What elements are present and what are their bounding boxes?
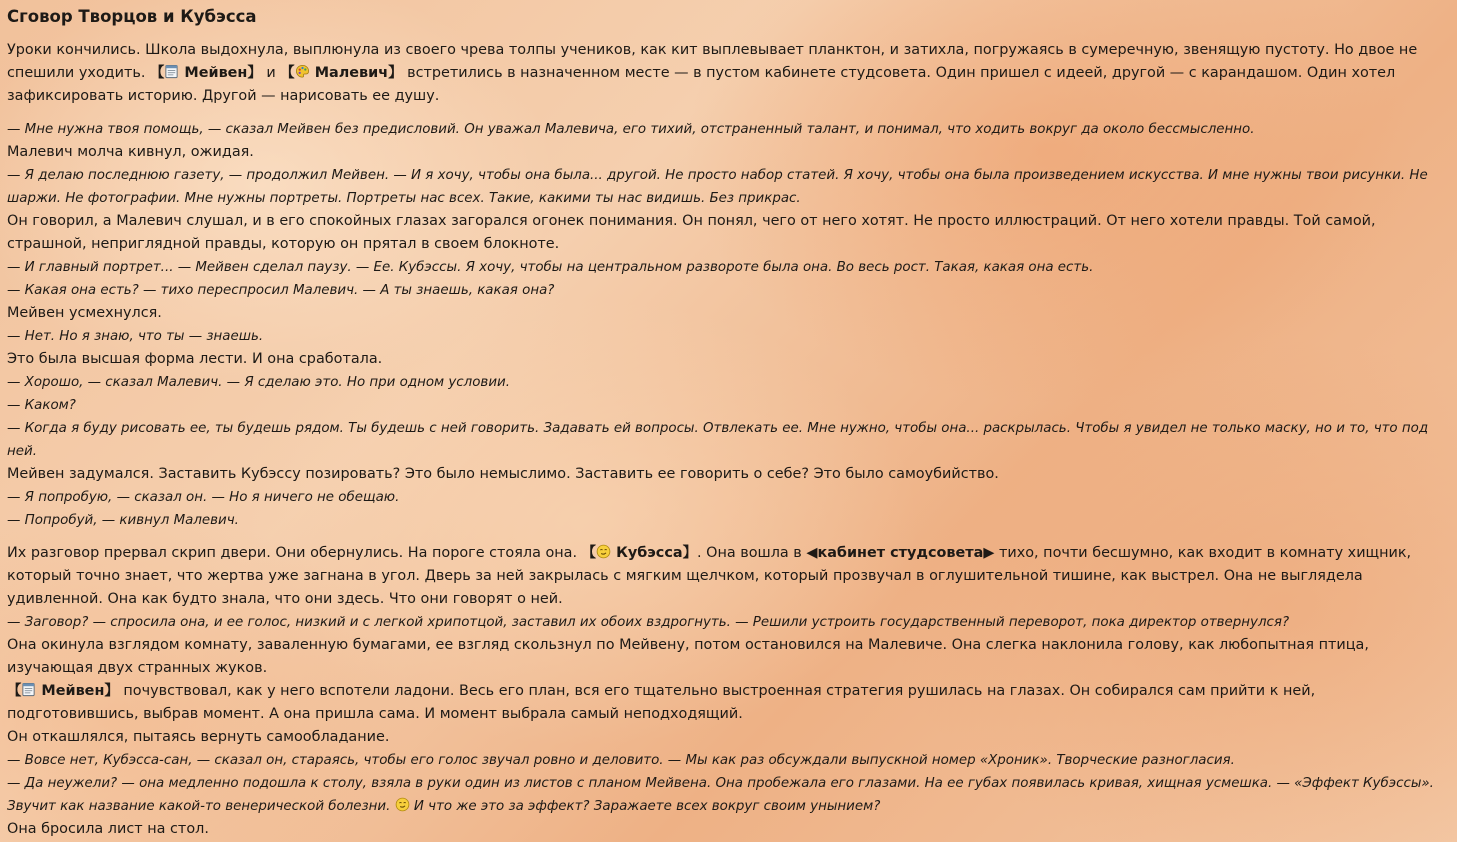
text: — Да неужели? — она медленно подошла к столу, взяла в руки один из листов с планом Мейвена. Она пробежала его глазами. На ее губах появилась кривая, хищная усмешка. — «Эффект Кубэссы». Звучит как название какой-то венерической болезни. xyxy=(7,776,1434,814)
narration-line: Это была высшая форма лести. И она сработала. xyxy=(7,351,383,367)
narration-line-last: Она бросила лист на стол. xyxy=(7,821,209,837)
palette-icon xyxy=(295,64,310,79)
narration-line: Он говорил, а Малевич слушал, и в его спокойных глазах загорался огонек понимания. Он понял, чего от него хотят. Не просто иллюстраций. От него хотели правды. Той самой, страшной, неприглядной правды, которую он прятал в своем блокноте. xyxy=(7,213,1376,252)
text: и xyxy=(261,65,281,81)
text: Уроки кончились. Школа выдохнула, выплюнула из своего чрева толпы учеников, как кит выплевывает планктон, и затихла, погружаясь в сумеречную, звенящую пустоту. Но двое не спешили уходить. xyxy=(7,42,1418,81)
character-tag-meiven[interactable]: 【 Мейвен】 xyxy=(7,683,119,699)
dialogue-line: — Попробуй, — кивнул Малевич. xyxy=(7,513,239,528)
narration-line: Мейвен задумался. Заставить Кубэссу позировать? Это было немыслимо. Заставить ее говорить о себе? Это было самоубийство. xyxy=(7,466,999,482)
paragraph-arrival xyxy=(7,542,1450,611)
dialogue-line: — И главный портрет... — Мейвен сделал паузу. — Ее. Кубэссы. Я хочу, чтобы на центральном развороте была она. Во весь рост. Такая, какая она есть. xyxy=(7,260,1094,275)
paragraph-intro xyxy=(7,39,1450,108)
dialogue-line: — Заговор? — спросила она, и ее голос, низкий и с легкой хрипотцой, заставил их обоих вздрогнуть. — Решили устроить государственный переворот, пока директор отвернулся? xyxy=(7,615,1290,630)
text: почувствовал, как у него вспотели ладони. Весь его план, вся его тщательно выстроенная стратегия рушилась на глазах. Он собирался сам прийти к ней, подготовившись, выбрав момент. А она пришла сама. И момент выбрала самый неподходящий. xyxy=(7,683,1316,722)
dialogue-line: — Хорошо, — сказал Малевич. — Я сделаю это. Но при одном условии. xyxy=(7,375,510,390)
dialogue-block-1 xyxy=(7,118,1450,532)
dialogue-line: — Какая она есть? — тихо переспросил Малевич. — А ты знаешь, какая она? xyxy=(7,283,555,298)
narration-line: Он откашлялся, пытаясь вернуть самообладание. xyxy=(7,729,390,745)
spacer xyxy=(7,532,1450,542)
character-tag-kubessa[interactable]: 【 Кубэсса】 xyxy=(581,545,697,561)
character-tag-malevich[interactable]: 【 Малевич】 xyxy=(280,65,403,81)
dialogue-line: — Я делаю последнюю газету, — продолжил Мейвен. — И я хочу, чтобы она была... другой. Не просто набор статей. Я хочу, чтобы она была произведением искусства. И мне нужны твои рисунки. Не шаржи. Не фотографии. Мне нужны портреты. Портреты нас всех. Такие, какими ты нас видишь. Без прикрас. xyxy=(7,168,1428,206)
narration-line: Она окинула взглядом комнату, заваленную бумагами, ее взгляд скользнул по Мейвену, потом остановился на Малевиче. Она слегка наклонила голову, как любопытная птица, изучающая двух странных жуков. xyxy=(7,637,1369,676)
text: И что же это за эффект? Заражаете всех вокруг своим унынием? xyxy=(409,799,881,814)
dialogue-line: — Каком? xyxy=(7,398,76,413)
dialogue-line: — Когда я буду рисовать ее, ты будешь рядом. Ты будешь с ней говорить. Задавать ей вопросы. Отвлекать ее. Мне нужно, чтобы она... раскрылась. Чтобы я увидел не только маску, но и то, что под ней. xyxy=(7,421,1429,459)
dialogue-line: — Я попробую, — сказал он. — Но я ничего не обещаю. xyxy=(7,490,400,505)
dialogue-block-2 xyxy=(7,611,1450,680)
dialogue-line-kubessa xyxy=(7,772,1450,818)
spacer xyxy=(7,108,1450,118)
narration-line: Мейвен усмехнулся. xyxy=(7,305,162,321)
text: встретились в назначенном месте — в пустом кабинете студсовета. Один пришел с идеей, другой — с карандашом. Один хотел зафиксировать историю. Другой — нарисовать ее душу. xyxy=(7,65,1396,104)
dialogue-line: — Нет. Но я знаю, что ты — знаешь. xyxy=(7,329,264,344)
dialogue-line: — Мне нужна твоя помощь, — сказал Мейвен без предисловий. Он уважал Малевича, его тихий, отстраненный талант, и понимал, что ходить вокруг да около бессмысленно. xyxy=(7,122,1255,137)
smirk-face-icon xyxy=(395,797,410,812)
paragraph-meiven xyxy=(7,680,1450,726)
character-tag-meiven[interactable]: 【 Мейвен】 xyxy=(149,65,262,81)
text: тихо, почти бесшумно, как входит в комнату хищник, который точно знает, что жертва уже загнана в угол. Дверь за ней закрылась с мягким щелчком, который прозвучал в оглушительной тишине, как выстрел. Она не выглядела удивленной. Она как будто знала, что они здесь. Что они говорят о ней. xyxy=(7,545,1412,607)
page-title: Сговор Творцов и Кубэсса xyxy=(7,7,257,26)
notepad-icon xyxy=(164,64,179,79)
narration-line: Малевич молча кивнул, ожидая. xyxy=(7,144,254,160)
notepad-icon xyxy=(21,682,36,697)
dialogue-block-3 xyxy=(7,726,1450,772)
text: Их разговор прервал скрип двери. Они обернулись. На пороге стояла она. xyxy=(7,545,582,561)
smirk-face-icon xyxy=(596,544,611,559)
text: . Она вошла в xyxy=(696,545,807,561)
location-tag[interactable]: ◀кабинет студсовета▶ xyxy=(806,545,995,561)
dialogue-line: — Вовсе нет, Кубэсса-сан, — сказал он, стараясь, чтобы его голос звучал ровно и деловито. — Мы как раз обсуждали выпускной номер «Хроник». Творческие разногласия. xyxy=(7,753,1235,768)
